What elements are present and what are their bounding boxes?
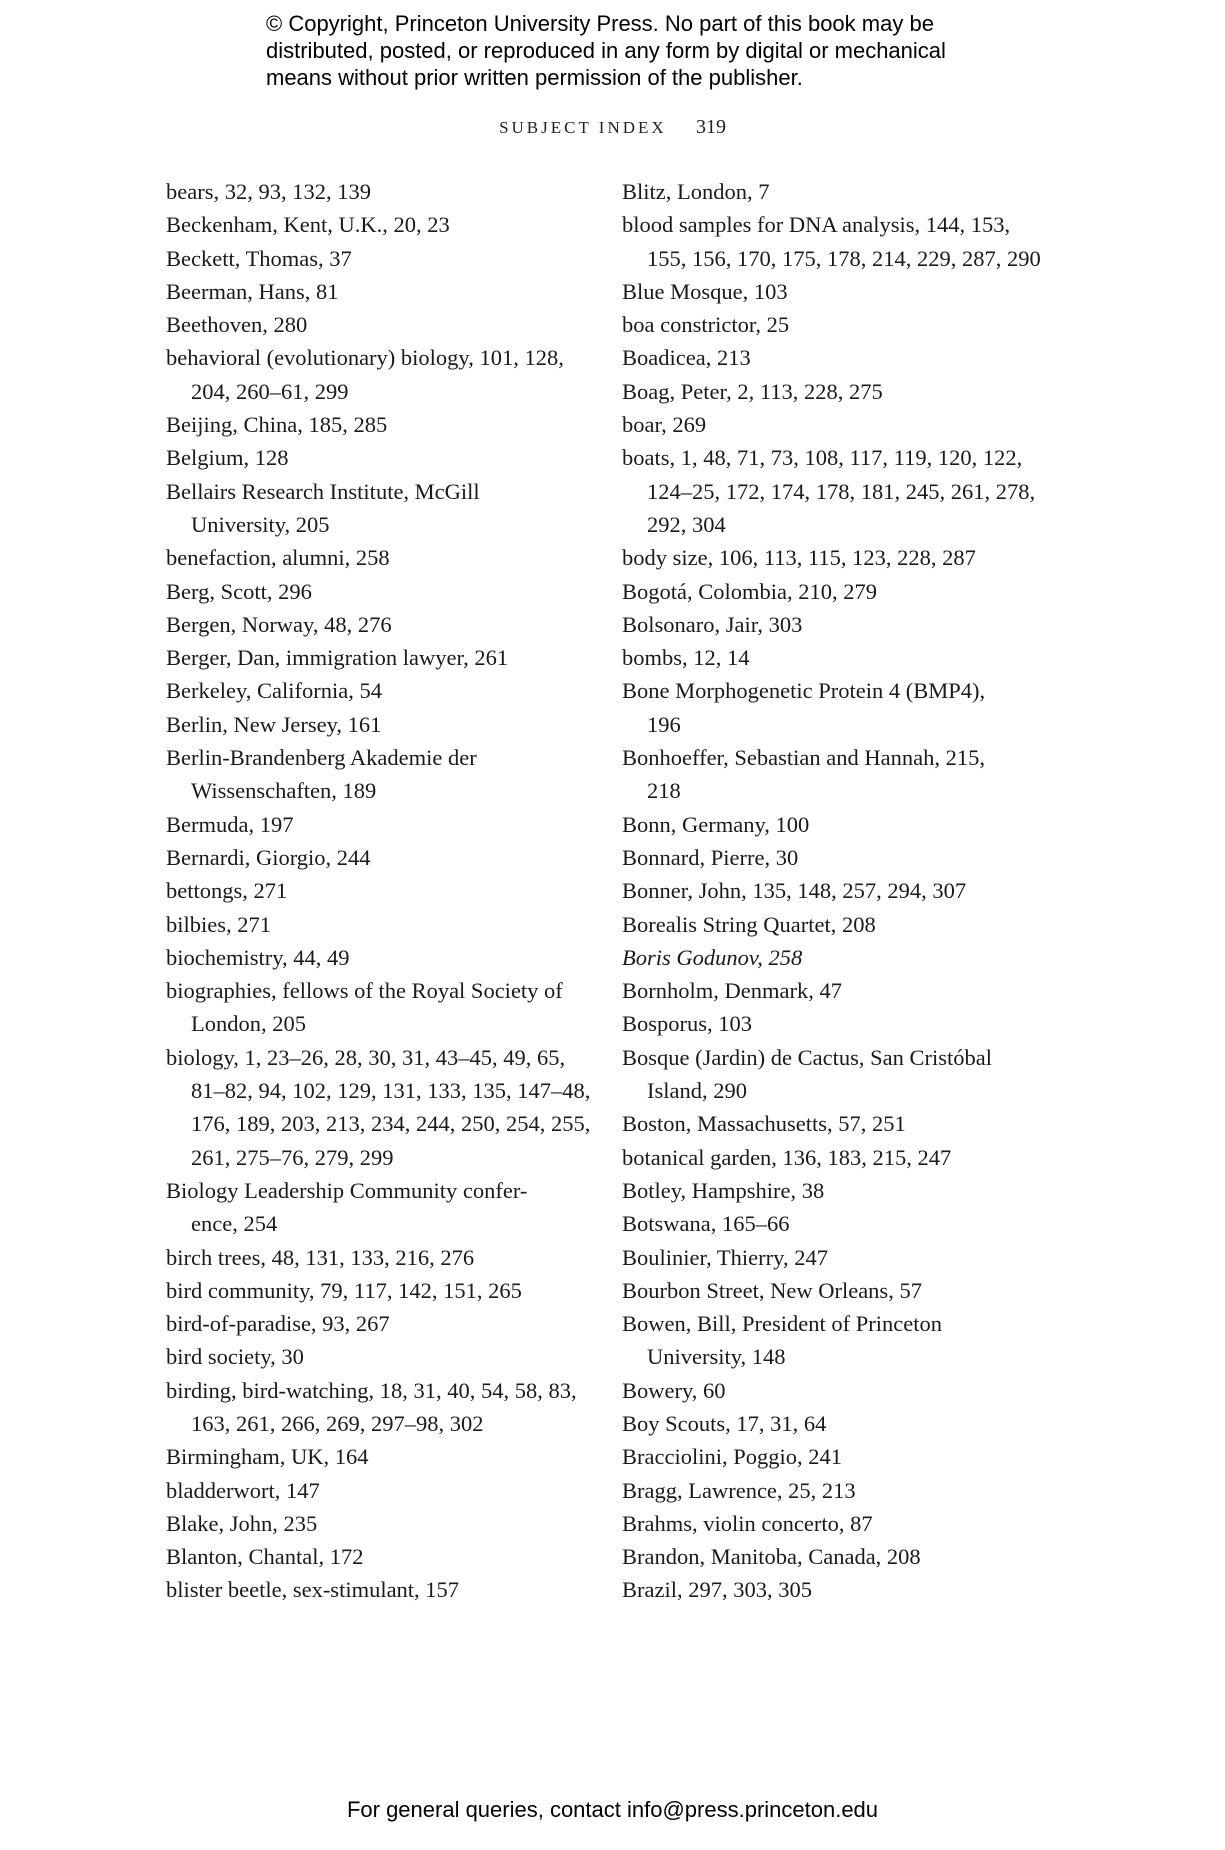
index-line: Boston, Massachusetts, 57, 251 [622, 1111, 906, 1137]
index-line: Beethoven, 280 [166, 312, 308, 338]
index-line: Bonn, Germany, 100 [622, 811, 810, 837]
index-line: Bornholm, Denmark, 47 [622, 978, 842, 1004]
index-line: Bracciolini, Poggio, 241 [622, 1444, 842, 1470]
index-line-continuation: Wissenschaften, 189 [191, 778, 377, 804]
index-line-continuation: London, 205 [191, 1011, 306, 1037]
running-head [0, 116, 1225, 139]
index-line: Boadicea, 213 [622, 345, 751, 371]
index-line: Beckett, Thomas, 37 [166, 245, 352, 271]
index-line: Bone Morphogenetic Protein 4 (BMP4), [622, 678, 986, 704]
index-line: Beijing, China, 185, 285 [166, 412, 388, 438]
index-line: Bragg, Lawrence, 25, 213 [622, 1477, 856, 1503]
copyright-line: means without prior written permission of the publisher. [266, 65, 803, 90]
index-line: Beerman, Hans, 81 [166, 278, 339, 304]
footer-contact: For general queries, contact info@press.princeton.edu [346, 1797, 879, 1822]
index-line: Blitz, London, 7 [622, 179, 770, 204]
index-line: bears, 32, 93, 132, 139 [166, 179, 371, 204]
index-line: Bonnard, Pierre, 30 [622, 844, 799, 870]
index-line-continuation: 196 [647, 711, 681, 737]
copyright-notice [266, 10, 1006, 91]
index-line: bilbies, 271 [166, 911, 271, 937]
index-line-continuation: University, 205 [191, 511, 330, 537]
index-line: Belgium, 128 [166, 445, 289, 471]
index-line-continuation: 292, 304 [647, 511, 726, 537]
index-line-continuation: 218 [647, 778, 681, 804]
index-line: Blake, John, 235 [166, 1510, 318, 1536]
index-line: Bosporus, 103 [622, 1011, 753, 1037]
index-line: Blue Mosque, 103 [622, 278, 788, 304]
index-column-right [622, 175, 1062, 1607]
index-line: Berger, Dan, immigration lawyer, 261 [166, 645, 509, 671]
index-line-continuation: University, 148 [647, 1344, 786, 1370]
index-line: birding, bird-watching, 18, 31, 40, 54, 58, 83, [166, 1377, 577, 1403]
index-line: Brandon, Manitoba, Canada, 208 [622, 1544, 921, 1570]
index-line: botanical garden, 136, 183, 215, 247 [622, 1144, 952, 1170]
index-line: Bosque (Jardin) de Cactus, San Cristóbal [622, 1044, 992, 1070]
copyright-line: © Copyright, Princeton University Press. No part of this book may be [266, 11, 934, 36]
copyright-line: distributed, posted, or reproduced in any form by digital or mechanical [266, 38, 946, 63]
index-line: bombs, 12, 14 [622, 645, 750, 671]
index-line: Bolsonaro, Jair, 303 [622, 611, 803, 637]
index-line: Bonhoeffer, Sebastian and Hannah, 215, [622, 745, 985, 771]
index-line: bladderwort, 147 [166, 1477, 320, 1503]
index-line: boar, 269 [622, 412, 707, 438]
page-number: 319 [695, 116, 726, 138]
index-line: Botswana, 165–66 [622, 1211, 790, 1237]
index-line: Bernardi, Giorgio, 244 [166, 844, 371, 870]
index-line: Boy Scouts, 17, 31, 64 [622, 1410, 827, 1436]
index-line: birch trees, 48, 131, 133, 216, 276 [166, 1244, 475, 1270]
index-line: Berkeley, California, 54 [166, 678, 382, 704]
index-line-italic-title: Boris Godunov, 258 [622, 944, 803, 970]
index-line-continuation: 204, 260–61, 299 [191, 378, 349, 404]
index-line: blood samples for DNA analysis, 144, 153, [622, 212, 1011, 238]
index-line: blister beetle, sex-stimulant, 157 [166, 1577, 460, 1603]
index-line-continuation: 261, 275–76, 279, 299 [191, 1144, 394, 1170]
index-line: bird community, 79, 117, 142, 151, 265 [166, 1277, 522, 1303]
index-line: Borealis String Quartet, 208 [622, 911, 876, 937]
index-line: Berlin-Brandenberg Akademie der [166, 745, 477, 771]
index-line: benefaction, alumni, 258 [166, 545, 390, 571]
index-line: Bowery, 60 [622, 1377, 726, 1403]
index-line-continuation: 124–25, 172, 174, 178, 181, 245, 261, 278, [647, 478, 1036, 504]
index-line: Brahms, violin concerto, 87 [622, 1510, 873, 1536]
index-line: Bonner, John, 135, 148, 257, 294, 307 [622, 878, 967, 904]
index-line: Birmingham, UK, 164 [166, 1444, 369, 1470]
index-line-continuation: 176, 189, 203, 213, 234, 244, 250, 254, 255, [191, 1111, 591, 1137]
index-line: Berg, Scott, 296 [166, 578, 312, 604]
index-line: biographies, fellows of the Royal Society of [166, 978, 563, 1004]
index-line-continuation: Island, 290 [647, 1078, 747, 1104]
index-line: biology, 1, 23–26, 28, 30, 31, 43–45, 49, 65, [166, 1044, 566, 1070]
index-line: bird society, 30 [166, 1344, 304, 1370]
index-line: Brazil, 297, 303, 305 [622, 1577, 812, 1603]
running-head-title: SUBJECT INDEX [499, 118, 667, 137]
index-line: Bermuda, 197 [166, 811, 294, 837]
index-line: behavioral (evolutionary) biology, 101, 128, [166, 345, 564, 371]
index-line: biochemistry, 44, 49 [166, 944, 350, 970]
index-line-continuation: 163, 261, 266, 269, 297–98, 302 [191, 1410, 484, 1436]
index-line: Botley, Hampshire, 38 [622, 1177, 825, 1203]
index-line: Bourbon Street, New Orleans, 57 [622, 1277, 922, 1303]
index-line: Bellairs Research Institute, McGill [166, 478, 480, 504]
index-line: Beckenham, Kent, U.K., 20, 23 [166, 212, 450, 238]
index-line-continuation: ence, 254 [191, 1211, 278, 1237]
index-line-continuation: 81–82, 94, 102, 129, 131, 133, 135, 147–48, [191, 1078, 591, 1104]
index-line: Boag, Peter, 2, 113, 228, 275 [622, 378, 883, 404]
index-line: Bergen, Norway, 48, 276 [166, 611, 392, 637]
index-line: Biology Leadership Community confer- [166, 1177, 528, 1203]
index-line: bettongs, 271 [166, 878, 288, 904]
index-line: Boulinier, Thierry, 247 [622, 1244, 828, 1270]
index-line: boats, 1, 48, 71, 73, 108, 117, 119, 120, 122, [622, 445, 1023, 471]
index-line: Bogotá, Colombia, 210, 279 [622, 578, 877, 604]
index-line: boa constrictor, 25 [622, 312, 790, 338]
index-line: body size, 106, 113, 115, 123, 228, 287 [622, 545, 976, 571]
index-line-continuation: 155, 156, 170, 175, 178, 214, 229, 287, 290 [647, 245, 1041, 271]
index-line: Bowen, Bill, President of Princeton [622, 1311, 942, 1337]
index-line: Blanton, Chantal, 172 [166, 1544, 364, 1570]
index-line: Berlin, New Jersey, 161 [166, 711, 382, 737]
index-column-left [166, 175, 591, 1607]
index-line: bird-of-paradise, 93, 267 [166, 1311, 390, 1337]
